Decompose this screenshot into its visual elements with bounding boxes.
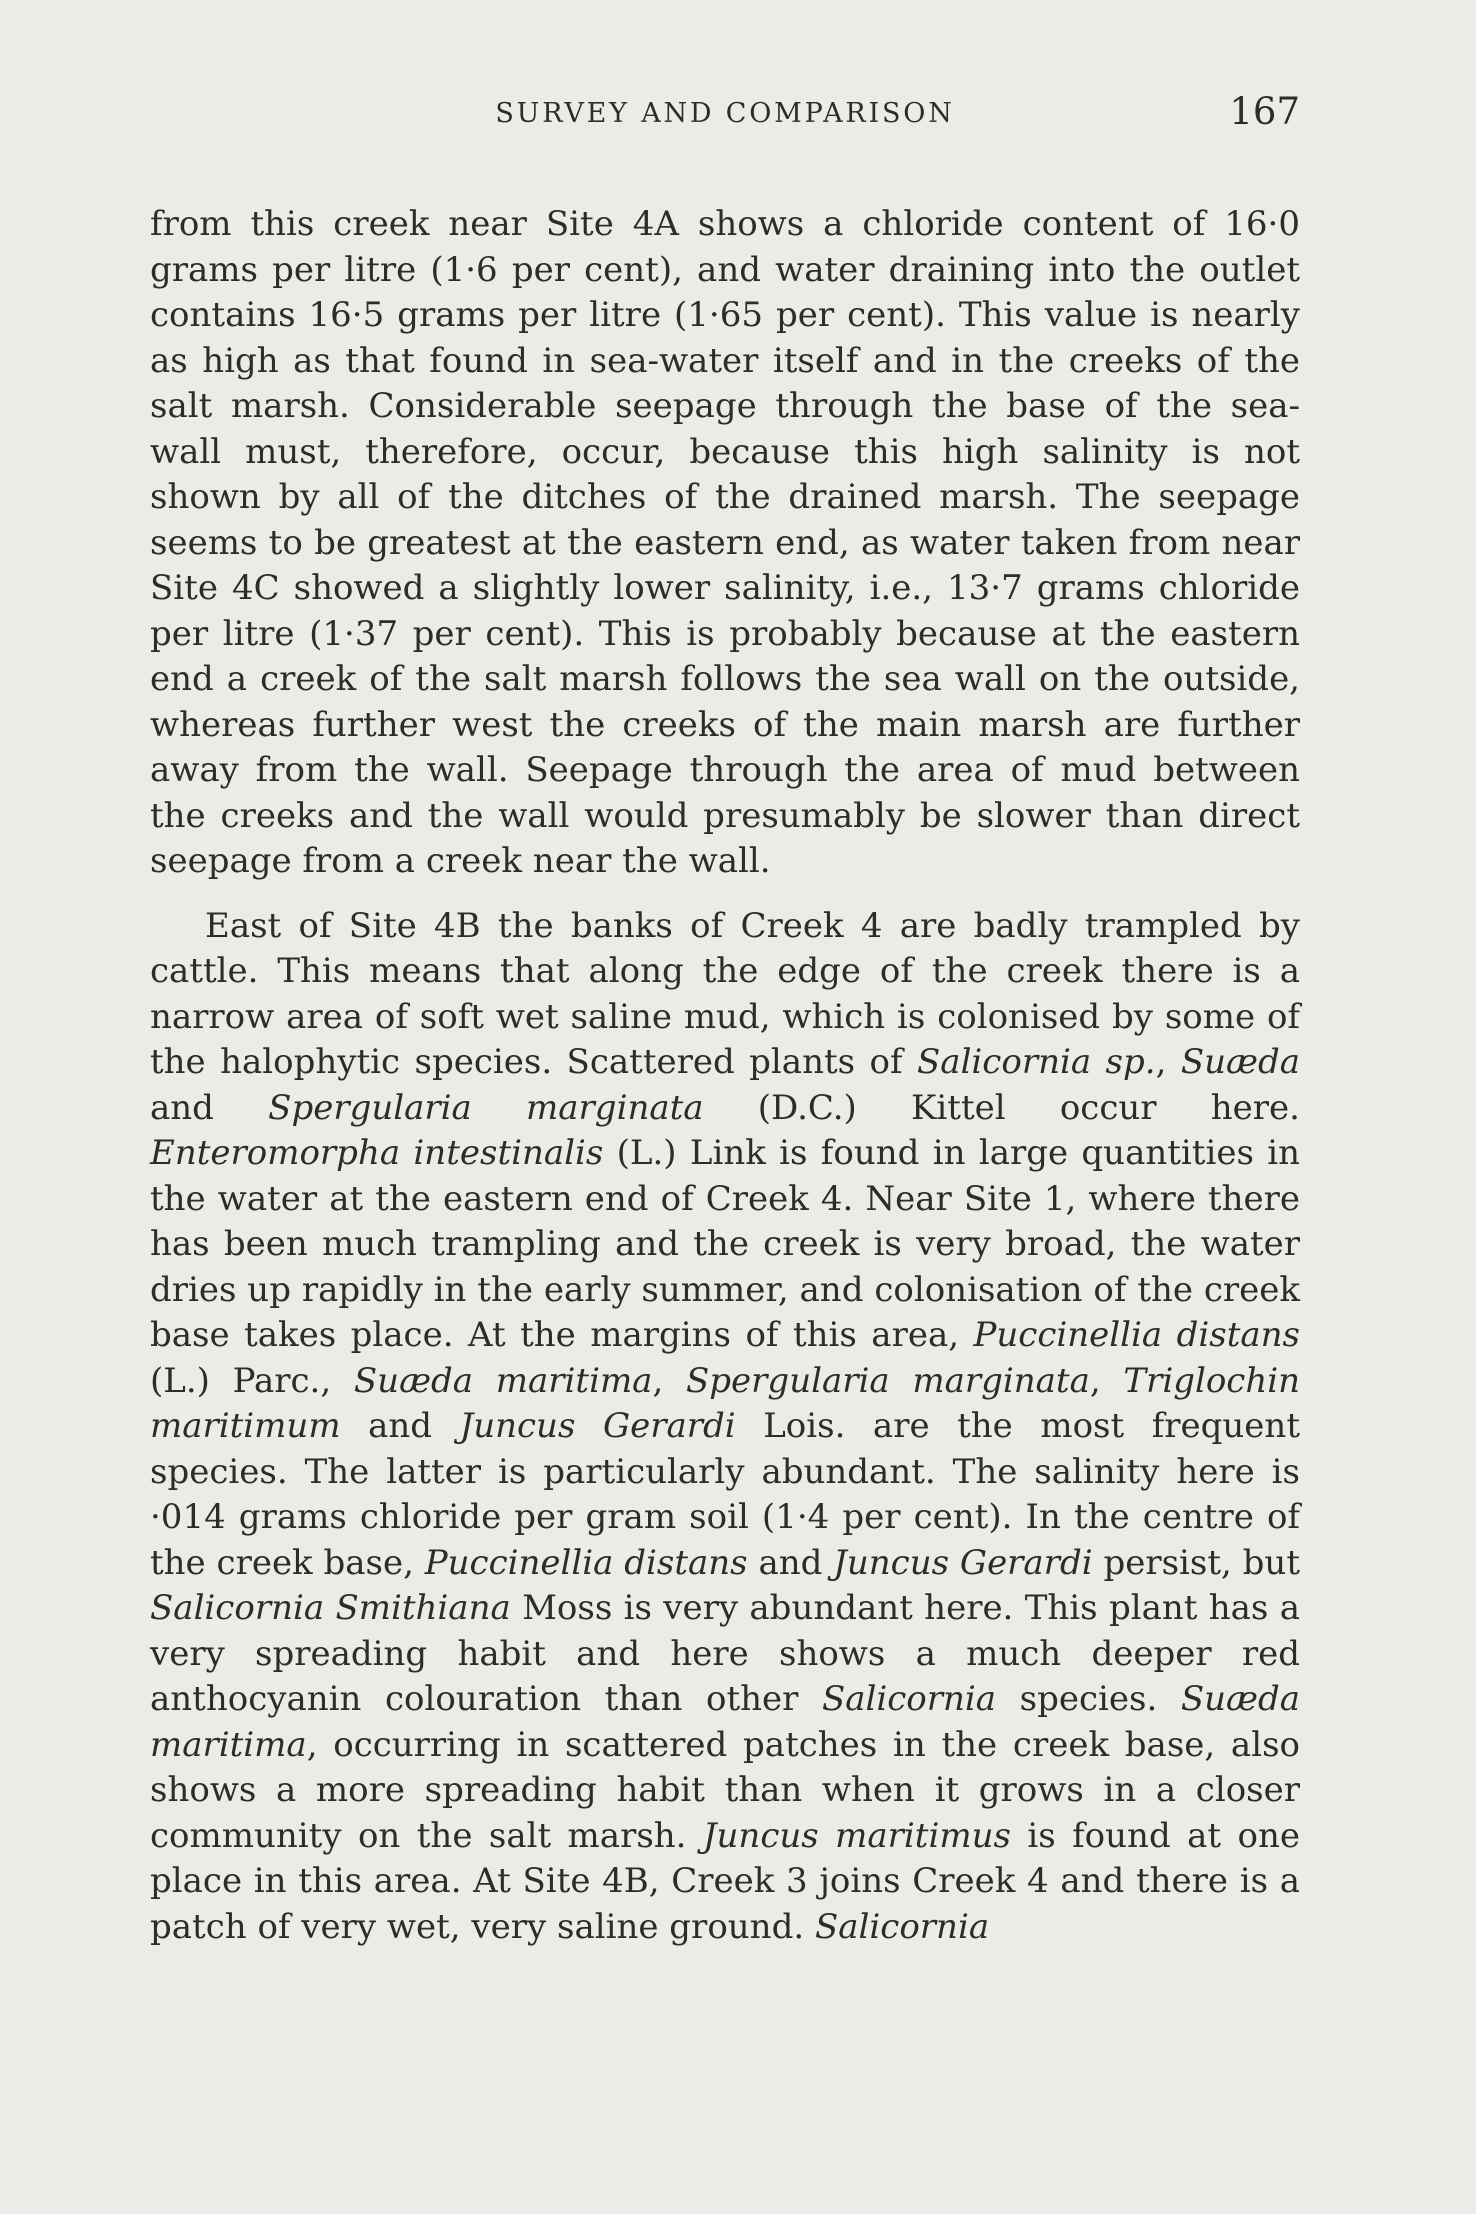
text-run: , occurring in scattered patches in the creek base, also shows a more spreading habit than when it grows in a closer community on the salt marsh. bbox=[150, 1724, 1300, 1856]
species-name: Enteromorpha intestinalis bbox=[150, 1133, 604, 1173]
species-name: Juncus maritimus bbox=[702, 1815, 1011, 1856]
running-head-title: SURVEY AND COMPARISON bbox=[495, 98, 955, 129]
running-head bbox=[150, 90, 1300, 150]
page-number: 167 bbox=[1229, 90, 1300, 133]
species-name: Salicornia bbox=[814, 1906, 990, 1947]
text-run: and bbox=[150, 1087, 269, 1128]
text-run: and bbox=[747, 1542, 834, 1583]
text-run: species. bbox=[996, 1679, 1181, 1719]
text-run: (D.C.) Kittel occur here. bbox=[703, 1087, 1300, 1128]
species-name: Suæda bbox=[1180, 1042, 1300, 1082]
species-name: Suæda maritima bbox=[353, 1360, 653, 1401]
species-name: Spergularia marginata bbox=[686, 1360, 1090, 1401]
text-run: is found at one place in this area. At Site 4B, Creek 3 joins Creek 4 and there is a patch of very wet, very saline ground. bbox=[150, 1815, 1300, 1947]
text-run: (L.) Parc., bbox=[150, 1360, 354, 1401]
paragraph-2 bbox=[150, 904, 1300, 1951]
text-run: , bbox=[1155, 1042, 1181, 1082]
book-page bbox=[150, 90, 1300, 2130]
species-name: Salicornia Smithiana bbox=[150, 1588, 511, 1628]
text-run: , bbox=[1089, 1360, 1124, 1401]
text-run: , bbox=[652, 1360, 686, 1401]
species-name: Puccinellia distans bbox=[973, 1315, 1300, 1355]
species-name: Puccinellia distans bbox=[424, 1542, 748, 1583]
text-run: (L.) Link is found in large quantities in the water at the eastern end of Creek 4. Near Site 1, where there has been much trampling and the creek is very broad, the water dries up rapidly in the early summer, and colonisation of the creek base takes place. At the margins of this area, bbox=[150, 1133, 1300, 1355]
text-run: Moss is very abundant here. This plant has a very spreading habit and here shows a much deeper red anthocyanin colouration than other bbox=[150, 1588, 1300, 1719]
species-name: Suæda maritima bbox=[150, 1679, 1300, 1765]
text-run: and bbox=[340, 1406, 460, 1446]
species-name: Spergularia marginata bbox=[268, 1087, 704, 1128]
species-name: Salicornia sp. bbox=[917, 1042, 1156, 1082]
species-name: Juncus Gerardi bbox=[459, 1406, 736, 1446]
species-name: Juncus Gerardi bbox=[833, 1542, 1093, 1583]
text-run: East of Site 4B the banks of Creek 4 are badly trampled by cattle. This means that along the edge of the creek there is a narrow area of soft wet saline mud, which is colonised by some of the halophytic species. Scattered plants of bbox=[150, 905, 1300, 1082]
species-name: Triglochin maritimum bbox=[150, 1360, 1301, 1446]
paragraph-1 bbox=[150, 202, 1300, 885]
text-run: Lois. are the most frequent species. The latter is particularly abundant. The salinity here is ·014 grams chloride per gram soil (1·4 per cent). In the centre of the creek base, bbox=[150, 1406, 1300, 1583]
body-text bbox=[150, 202, 1300, 1950]
text-run: persist, but bbox=[1092, 1542, 1300, 1583]
text-run: from this creek near Site 4A shows a chloride content of 16·0 grams per litre (1·6 per cent), and water draining into the outlet contains 16·5 grams per litre (1·65 per cent). This value is nearly as high as that found in sea-water itself and in the creeks of the salt marsh. Considerable seepage through the base of the sea-wall must, therefore, occur, because this high salinity is not shown by all of the ditches of the drained marsh. The seepage seems to be greatest at the eastern end, as water taken from near Site 4C showed a slightly lower salinity, i.e., 13·7 grams chloride per litre (1·37 per cent). This is probably because at the eastern end a creek of the salt marsh follows the sea wall on the outside, whereas further west the creeks of the main marsh are further away from the wall. Seepage through the area of mud between the creeks and the wall would presumably be slower than direct seepage from a creek near the wall. bbox=[150, 204, 1300, 881]
species-name: Salicornia bbox=[821, 1679, 997, 1719]
